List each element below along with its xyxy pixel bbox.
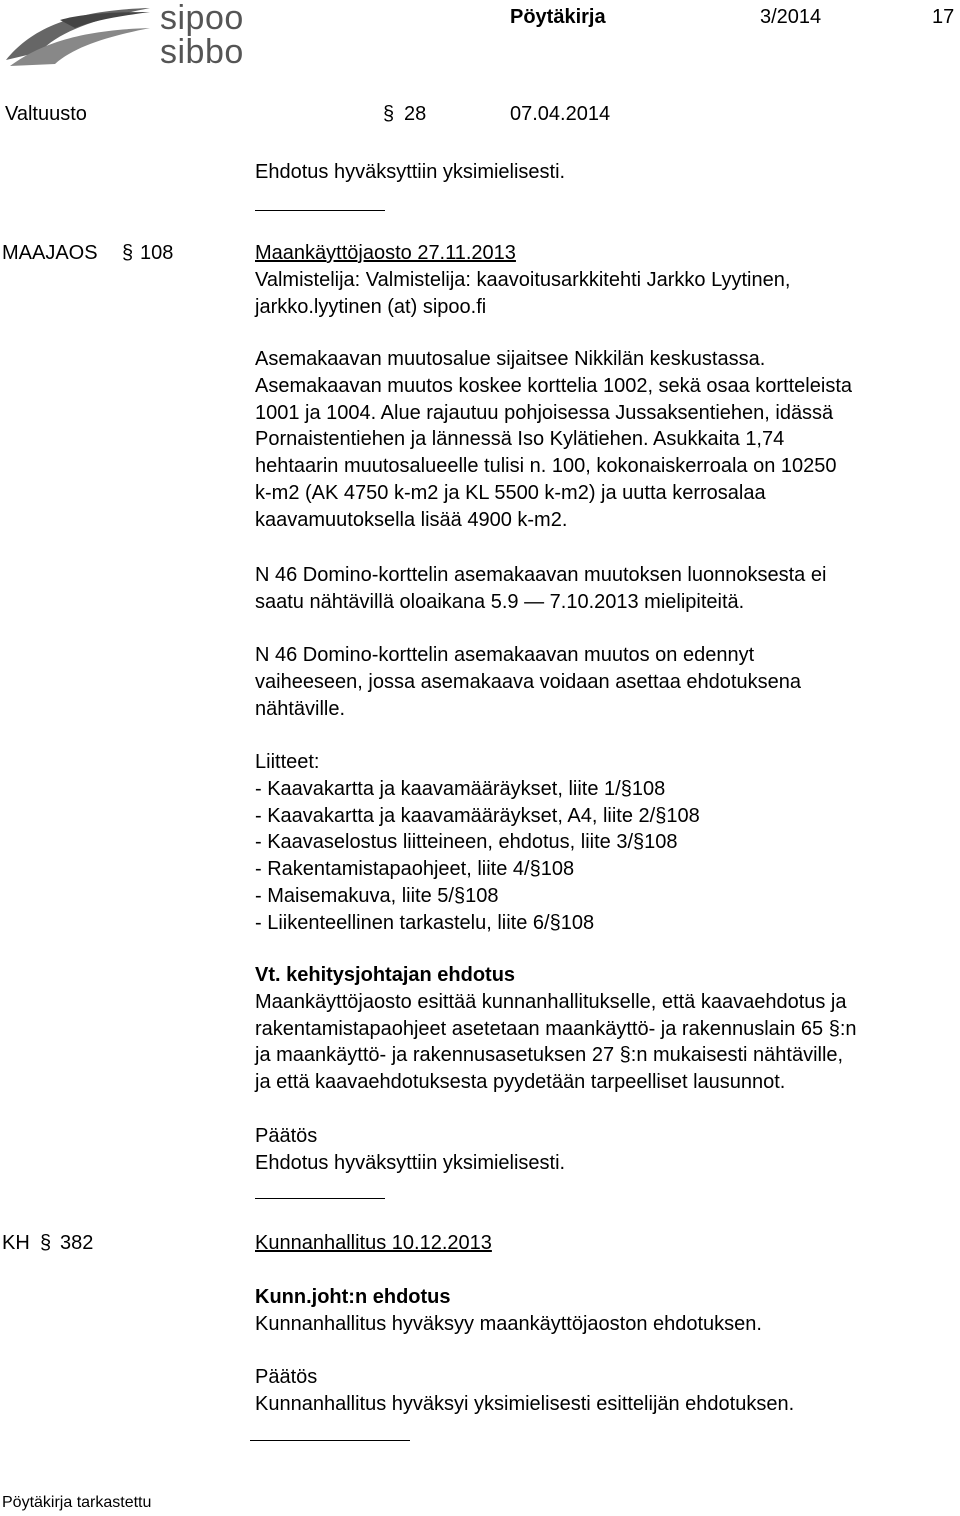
maajaos-section-sign: § — [122, 242, 134, 264]
proposal-line: Maankäyttöjaosto esittää kunnanhallitukselle, että kaavaehdotus ja — [255, 990, 847, 1013]
separator-rule — [250, 1440, 410, 1441]
section-sign: § — [383, 103, 395, 125]
kh-meeting-line: Kunnanhallitus 10.12.2013 — [255, 1232, 492, 1254]
maajaos-meeting-line: Maankäyttöjaosto 27.11.2013 — [255, 242, 516, 264]
attachments-title: Liitteet: — [255, 751, 320, 773]
attachment-item: - Kaavakartta ja kaavamääräykset, A4, liite 2/§108 — [255, 804, 700, 827]
paragraph-line: k-m2 (AK 4750 k-m2 ja KL 5500 k-m2) ja uutta kerrosalaa — [255, 481, 766, 504]
proposal-line: ja että kaavaehdotuksesta pyydetään tarpeelliset lausunnot. — [255, 1071, 786, 1094]
logo-text-sipoo: sipoo — [160, 0, 244, 37]
paragraph-draft-feedback — [255, 562, 955, 616]
logo-text-sibbo: sibbo — [160, 33, 244, 71]
proposal-text: Kunnanhallitus hyväksyy maankäyttöjaoston ehdotuksen. — [255, 1312, 762, 1335]
paragraph-line: N 46 Domino-korttelin asemakaavan muutos on edennyt — [255, 644, 755, 666]
decision-text: Kunnanhallitus hyväksyi yksimielisesti esittelijän ehdotuksen. — [255, 1392, 795, 1415]
attachments-list — [255, 749, 955, 937]
proposal-title: Vt. kehitysjohtajan ehdotus — [255, 964, 516, 986]
paragraph-line: Asemakaavan muutosalue sijaitsee Nikkilän keskustassa. — [255, 348, 766, 370]
preparer-line: Valmistelija: Valmistelija: kaavoitusarkkitehti Jarkko Lyytinen, — [255, 269, 791, 291]
maajaos-decision — [255, 1123, 955, 1177]
top-decision: Ehdotus hyväksyttiin yksimielisesti. — [255, 161, 566, 183]
maajaos-label: MAAJAOS — [2, 242, 98, 264]
paragraph-plan-status — [255, 642, 955, 722]
proposal-line: rakentamistapaohjeet asetetaan maankäyttö- ja rakennuslain 65 §:n — [255, 1017, 857, 1040]
paragraph-line: hehtaarin muutosalueelle tulisi n. 100, kokonaiskerroala on 10250 — [255, 455, 837, 478]
paragraph-line: N 46 Domino-korttelin asemakaavan muutoksen luonnoksesta ei — [255, 564, 827, 586]
paragraph-line: kaavamuutoksella lisää 4900 k-m2. — [255, 508, 568, 531]
attachment-item: - Kaavaselostus liitteineen, ehdotus, liite 3/§108 — [255, 831, 678, 854]
attachment-item: - Maisemakuva, liite 5/§108 — [255, 884, 499, 907]
paragraph-line: Asemakaavan muutos koskee korttelia 1002, sekä osaa kortteleista — [255, 374, 852, 397]
separator-rule — [255, 1198, 385, 1199]
paragraph-line: vaiheeseen, jossa asemakaava voidaan asettaa ehdotuksena — [255, 670, 801, 693]
municipality-emblem-icon — [0, 0, 160, 72]
paragraph-area-description — [255, 346, 955, 534]
meeting-date: 07.04.2014 — [510, 103, 611, 125]
kh-decision — [255, 1364, 955, 1418]
proposal-line: ja maankäyttö- ja rakennusasetuksen 27 §:n mukaisesti nähtäville, — [255, 1044, 844, 1067]
doc-type: Pöytäkirja — [510, 6, 606, 28]
doc-number: 3/2014 — [760, 6, 822, 28]
decision-text: Ehdotus hyväksyttiin yksimielisesti. — [255, 1151, 566, 1174]
attachment-item: - Kaavakartta ja kaavamääräykset, liite 1/§108 — [255, 777, 666, 800]
page-number: 17 — [932, 6, 955, 28]
maajaos-number: 108 — [140, 242, 174, 264]
kh-label: KH — [2, 1232, 30, 1254]
decision-title: Päätös — [255, 1125, 318, 1147]
paragraph-line: nähtäville. — [255, 697, 346, 720]
kh-number: 382 — [60, 1232, 94, 1254]
decision-title: Päätös — [255, 1366, 318, 1388]
director-proposal — [255, 962, 955, 1096]
paragraph-line: Pornaistentiehen ja lännessä Iso Kylätiehen. Asukkaita 1,74 — [255, 428, 785, 451]
meeting-organ: Valtuusto — [5, 103, 87, 125]
preparer-block — [255, 267, 955, 321]
proposal-title: Kunn.joht:n ehdotus — [255, 1286, 451, 1308]
sipoo-sibbo-logo — [0, 0, 260, 72]
paragraph-line: 1001 ja 1004. Alue rajautuu pohjoisessa Jussaksentiehen, idässä — [255, 401, 834, 424]
attachment-item: - Liikenteellinen tarkastelu, liite 6/§108 — [255, 911, 595, 934]
section-number: 28 — [404, 103, 427, 125]
manager-proposal — [255, 1284, 955, 1338]
kh-section-sign: § — [40, 1232, 52, 1254]
attachment-item: - Rakentamistapaohjeet, liite 4/§108 — [255, 858, 575, 881]
paragraph-line: saatu nähtävillä oloaikana 5.9 — 7.10.2013 mielipiteitä. — [255, 590, 745, 613]
footer-text: Pöytäkirja tarkastettu — [2, 1494, 152, 1511]
separator-rule — [255, 210, 385, 211]
preparer-line: jarkko.lyytinen (at) sipoo.fi — [255, 295, 487, 318]
